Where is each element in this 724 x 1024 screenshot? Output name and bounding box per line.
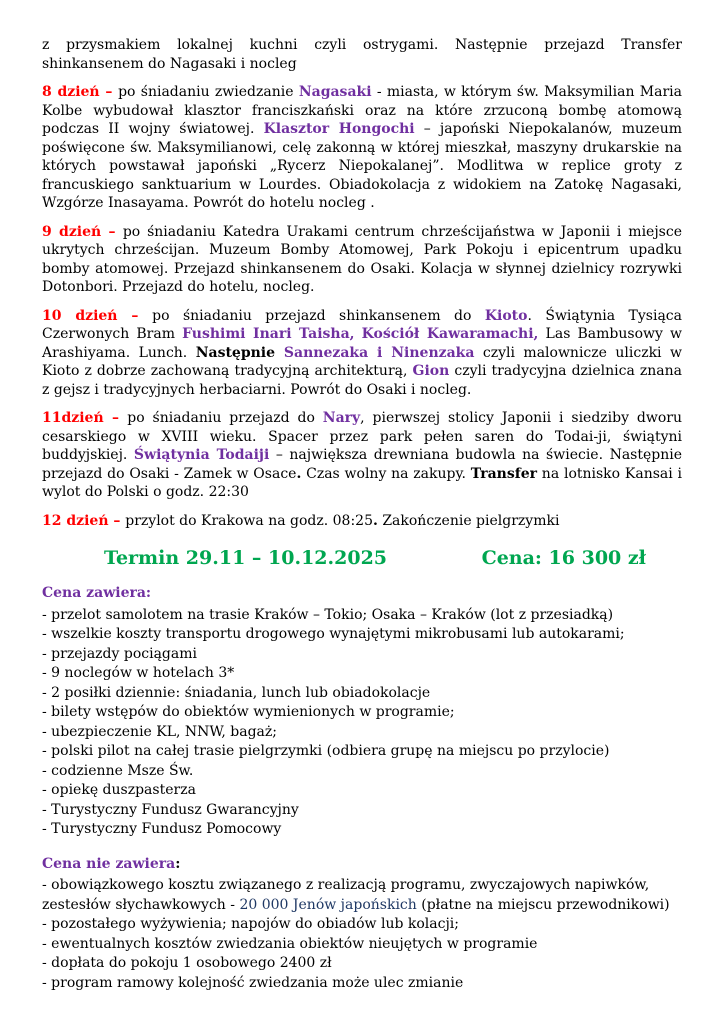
text-run: Las Bambusowy w Arashiyama. Lunch.: [42, 326, 682, 361]
paragraph-day-10: [42, 307, 682, 400]
includes-section-title: [42, 584, 682, 603]
excludes-section-title: [42, 855, 682, 874]
day-12-label: 12 dzień –: [42, 512, 126, 529]
excludes-item: - program ramowy kolejność zwiedzania może ulec zmianie: [42, 974, 464, 991]
paragraph-day-12: [42, 512, 682, 531]
text-run: czyli malownicze uliczki w Kioto z dobrze zachowaną tradycyjną architekturą,: [42, 344, 682, 379]
text-run: Zakończenie pielgrzymki: [377, 512, 560, 529]
excludes-title-colon: :: [175, 855, 181, 872]
emphasis-nastepnie: Następnie: [195, 344, 284, 361]
text-run: po śniadaniu Katedra Urakami centrum chrześcijaństwa w Japonii i miejsce ukrytych chrześcijan. Muzeum Bomby Atomowej, Park Pokoju i epicentrum upadku bomby atomowej. Przejazd shinkansenem do Osaki. Kolacja w słynnej dzielnicy rozrywki Dotonbori. Przejazd do hotelu, nocleg.: [42, 223, 682, 295]
includes-item: - 9 noclegów w hotelach 3*: [42, 665, 235, 681]
text-run: – największa drewniana budowla na świecie. Następnie przejazd do Osaki - Zamek w Osace: [42, 447, 683, 482]
day-8-label: 8 dzień –: [42, 84, 119, 100]
text-run: przylot do Krakowa na godz. 08:25: [125, 512, 373, 529]
day-10-label: 10 dzień –: [42, 307, 153, 324]
includes-item: - Turystyczny Fundusz Gwarancyjny: [42, 801, 299, 818]
text-run: , pierwszej stolicy Japonii i siedziby dworu cesarskiego w XVIII wieku. Spacer przez park pełen saren do Todai-ji, świątyni buddyjskiej.: [42, 410, 682, 463]
place-gion: Gion: [412, 363, 450, 379]
includes-title-text: Cena zawiera:: [42, 585, 152, 601]
includes-item: - 2 posiłki dziennie: śniadania, lunch lub obiadokolacje: [42, 684, 431, 701]
place-fushimi-inari-taisha: Fushimi Inari Taisha,: [182, 326, 355, 342]
paragraph-day-11: [42, 409, 682, 502]
yen-amount-highlight: 20 000 Jenów japońskich: [239, 896, 417, 913]
includes-item: - Turystyczny Fundusz Pomocowy: [42, 821, 282, 837]
paragraph-day-9: [42, 223, 682, 297]
includes-item: - przelot samolotem na trasie Kraków – Tokio; Osaka – Kraków (lot z przesiadką): [42, 606, 614, 623]
excludes-title-text: Cena nie zawiera: [42, 855, 176, 872]
paragraph-day-8: [42, 83, 682, 213]
place-sannezaka-ninenzaka: Sannezaka i Ninenzaka: [283, 344, 475, 361]
includes-list: [42, 606, 682, 840]
includes-item: - przejazdy pociągami: [42, 645, 197, 662]
trip-price: Cena: 16 300 zł: [481, 547, 646, 569]
text-run: po śniadaniu zwiedzanie: [118, 84, 299, 100]
pricing-header-line: [42, 546, 682, 570]
text-run: po śniadaniu przejazd shinkansenem do: [152, 307, 485, 324]
emphasis-transfer: Transfer: [470, 465, 538, 482]
paragraph-intro-continuation: [42, 36, 682, 73]
includes-item: - polski pilot na całej trasie pielgrzymki (odbiera grupę na miejscu po przylocie): [42, 743, 610, 759]
text-run: - miasta, w którym św. Maksymilian Maria Kolbe wybudował klasztor franciszkański oraz na które zrzuconą bombę atomową podczas II wojny światowej.: [42, 84, 682, 137]
includes-item: - codzienne Msze Św.: [42, 762, 194, 779]
text-run: po śniadaniu przejazd do: [127, 410, 323, 426]
text-run: .: [373, 512, 378, 529]
day-9-label: 9 dzień –: [42, 223, 123, 240]
excludes-list: [42, 876, 682, 993]
excludes-item: - dopłata do pokoju 1 osobowego 2400 zł: [42, 955, 332, 971]
text-run: - obowiązkowego kosztu związanego z realizacją programu, zwyczajowych napiwków, zestesłów słychawkowych -: [42, 877, 650, 913]
text-run: czyli tradycyjna dzielnica znana z gejsz i tradycyjnych herbaciarni. Powrót do Osaki i nocleg.: [42, 363, 682, 398]
place-klasztor-hongochi: Klasztor Hongochi: [263, 121, 415, 137]
includes-item: - opiekę duszpasterza: [42, 782, 196, 798]
includes-item: - bilety wstępów do obiektów wymienionych w programie;: [42, 704, 455, 720]
includes-item: - wszelkie koszty transportu drogowego wynajętymi mikrobusami lub autokarami;: [42, 626, 625, 642]
excludes-item: - pozostałego wyżywienia; napojów do obiadów lub kolacji;: [42, 916, 459, 932]
text-run: na lotnisko Kansai i wylot do Polski o godz. 22:30: [42, 465, 682, 500]
excludes-item: - ewentualnych kosztów zwiedzania obiektów nieujętych w programie: [42, 935, 538, 952]
place-nagasaki: Nagasaki: [298, 84, 372, 100]
place-kosciol-kawaramachi: Kościół Kawaramachi,: [361, 326, 539, 342]
text-run: . Świątynia Tysiąca Czerwonych Bram: [42, 307, 682, 342]
excludes-item-tips: [42, 876, 682, 915]
text-run: (płatne na miejscu przewodnikowi): [416, 896, 670, 913]
text-run: [355, 326, 362, 342]
text-run: – japoński Niepokalanów, muzeum poświęcone św. Maksymilianowi, celę zakonną w której mieszkał, maszyny drukarskie na których powstawał japoński „Rycerz Niepokalanej”. Modlitwa w replice groty z francuskiego sanktuarium w Lourdes. Obiadokolacja z widokiem na Zatokę Nagasaki, Wzgórze Inasayama. Powrót do hotelu nocleg .: [42, 121, 683, 211]
place-kioto: Kioto: [484, 307, 528, 324]
text-run: Czas wolny na zakupy.: [301, 465, 471, 482]
text-run: z przysmakiem lokalnej kuchni czyli ostrygami. Następnie przejazd Transfer shinkansenem do Nagasaki i nocleg: [42, 37, 682, 72]
text-run: .: [296, 465, 302, 482]
place-nara: Nary: [322, 410, 361, 426]
trip-dates: Termin 29.11 – 10.12.2025: [104, 547, 388, 569]
place-swiatynia-todaiji: Świątynia Todaiji: [133, 447, 270, 463]
day-11-label: 11dzień –: [42, 410, 128, 426]
excludes-section: [42, 855, 682, 994]
includes-item: - ubezpieczenie KL, NNW, bagaż;: [42, 723, 277, 740]
